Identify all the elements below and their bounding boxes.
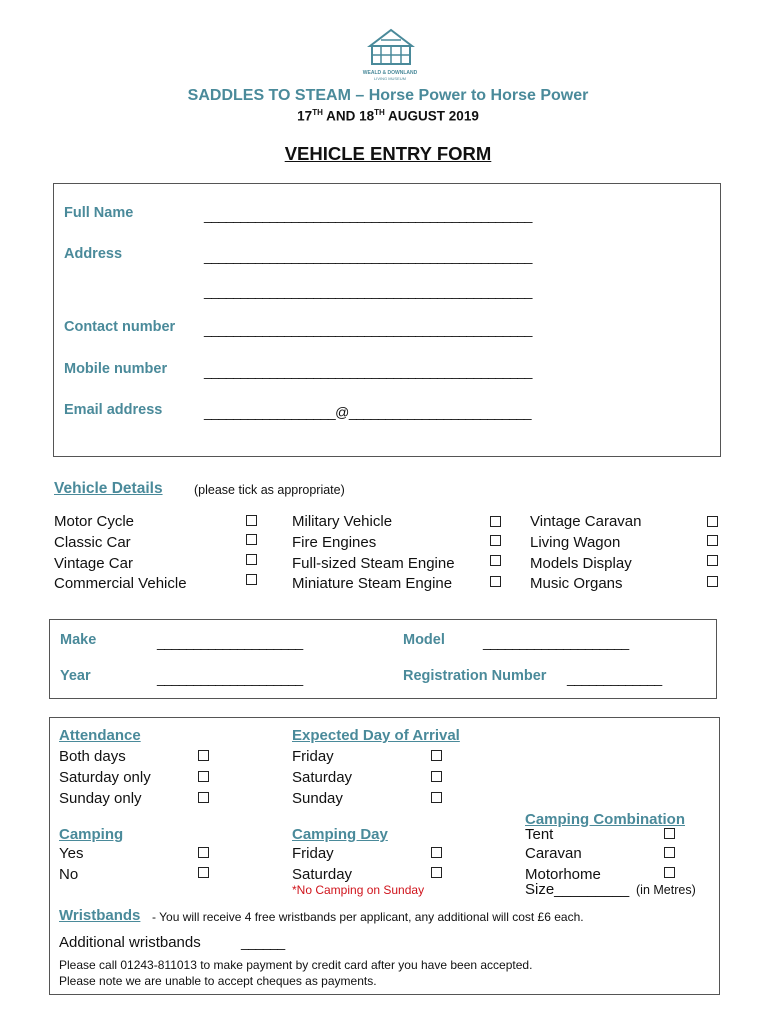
vehicle-type-checkbox[interactable] — [490, 516, 501, 527]
camping-combination-checkbox[interactable] — [664, 847, 675, 858]
vehicle-type-checkbox[interactable] — [246, 534, 257, 545]
full-name-field[interactable]: _____________________________________________ — [204, 207, 532, 223]
vehicle-type-label: Fire Engines — [292, 534, 377, 551]
attendance-option: Both days — [59, 748, 126, 765]
vehicle-type-checkbox[interactable] — [490, 535, 501, 546]
arrival-checkbox[interactable] — [431, 750, 442, 761]
vehicle-type-checkbox[interactable] — [707, 535, 718, 546]
mobile-number-label: Mobile number — [64, 361, 168, 377]
attendance-option: Saturday only — [59, 769, 151, 786]
camping-combination-option: Tent — [525, 826, 554, 843]
vehicle-type-checkbox[interactable] — [490, 576, 501, 587]
camping-combination-heading: Camping Combination — [525, 811, 685, 828]
camping-checkbox[interactable] — [198, 867, 209, 878]
event-date: 17TH AND 18TH AUGUST 2019 — [297, 108, 479, 124]
attendance-checkbox[interactable] — [198, 750, 209, 761]
full-name-label: Full Name — [64, 205, 134, 221]
vehicle-type-checkbox[interactable] — [707, 576, 718, 587]
vehicle-type-label: Military Vehicle — [292, 513, 393, 530]
arrival-checkbox[interactable] — [431, 792, 442, 803]
vehicle-info-section — [49, 619, 717, 699]
no-camping-note: *No Camping on Sunday — [292, 883, 425, 897]
address-label: Address — [64, 246, 123, 262]
form-title: VEHICLE ENTRY FORM — [284, 143, 492, 164]
camping-day-heading: Camping Day — [292, 826, 388, 843]
vehicle-type-label: Motor Cycle — [54, 513, 135, 530]
size-unit: (in Metres) — [636, 883, 696, 897]
mobile-number-field[interactable]: _____________________________________________ — [204, 363, 532, 379]
arrival-checkbox[interactable] — [431, 771, 442, 782]
contact-number-field[interactable]: _____________________________________________ — [204, 321, 532, 337]
vehicle-type-label: Music Organs — [530, 575, 623, 592]
vehicle-type-label: Vintage Car — [54, 555, 133, 572]
wristbands-heading: Wristbands — [59, 907, 141, 924]
logo-text-2: LIVING MUSEUM — [373, 76, 406, 81]
registration-label: Registration Number — [403, 668, 547, 684]
camping-day-checkbox[interactable] — [431, 847, 442, 858]
attendance-checkbox[interactable] — [198, 771, 209, 782]
address-field-1[interactable]: _____________________________________________ — [204, 248, 532, 264]
vehicle-type-checkbox[interactable] — [707, 516, 718, 527]
contact-number-label: Contact number — [64, 319, 176, 335]
address-field-2[interactable]: _____________________________________________ — [204, 283, 532, 299]
email-label: Email address — [64, 402, 163, 418]
vehicle-type-checkbox[interactable] — [246, 574, 257, 585]
vehicle-details-hint: (please tick as appropriate) — [194, 483, 345, 497]
arrival-heading: Expected Day of Arrival — [292, 727, 460, 744]
attendance-heading: Attendance — [59, 727, 141, 744]
email-field[interactable]: __________________@_________________________ — [204, 404, 532, 420]
make-field[interactable]: ____________________ — [157, 634, 303, 650]
model-label: Model — [403, 632, 445, 648]
camping-checkbox[interactable] — [198, 847, 209, 858]
cheque-note: Please note we are unable to accept cheques as payments. — [59, 974, 377, 988]
size-field[interactable]: Size_________ — [525, 881, 630, 898]
registration-field[interactable]: _____________ — [567, 670, 662, 686]
arrival-option: Saturday — [292, 769, 353, 786]
attendance-section — [49, 717, 720, 995]
vehicle-type-label: Vintage Caravan — [530, 513, 642, 530]
year-label: Year — [60, 668, 91, 684]
vehicle-type-checkbox[interactable] — [707, 555, 718, 566]
vehicle-type-label: Commercial Vehicle — [54, 575, 187, 592]
vehicle-type-label: Full-sized Steam Engine — [292, 555, 455, 572]
camping-combination-checkbox[interactable] — [664, 867, 675, 878]
camping-option: Yes — [59, 845, 84, 862]
camping-day-option: Saturday — [292, 866, 353, 883]
vehicle-type-label: Classic Car — [54, 534, 131, 551]
make-label: Make — [60, 632, 97, 648]
attendance-option: Sunday only — [59, 790, 142, 807]
vehicle-type-checkbox[interactable] — [246, 554, 257, 565]
arrival-option: Friday — [292, 748, 334, 765]
year-field[interactable]: ____________________ — [157, 670, 303, 686]
camping-day-checkbox[interactable] — [431, 867, 442, 878]
camping-combination-option: Motorhome — [525, 866, 601, 883]
vehicle-type-checkbox[interactable] — [246, 515, 257, 526]
wristbands-info: - You will receive 4 free wristbands per applicant, any additional will cost £6 each. — [152, 910, 584, 924]
vehicle-type-label: Living Wagon — [530, 534, 621, 551]
camping-heading: Camping — [59, 826, 124, 843]
camping-combination-option: Caravan — [525, 845, 582, 862]
additional-wristbands-field[interactable]: ______ — [241, 934, 285, 950]
event-title: SADDLES TO STEAM – Horse Power to Horse Power — [187, 87, 589, 104]
logo-text-1: WEALD & DOWNLAND — [362, 70, 418, 76]
attendance-checkbox[interactable] — [198, 792, 209, 803]
vehicle-type-checkbox[interactable] — [490, 555, 501, 566]
additional-wristbands-label: Additional wristbands — [59, 934, 201, 951]
model-field[interactable]: ____________________ — [483, 634, 629, 650]
vehicle-type-label: Models Display — [530, 555, 632, 572]
camping-combination-checkbox[interactable] — [664, 828, 675, 839]
arrival-option: Sunday — [292, 790, 343, 807]
vehicle-type-label: Miniature Steam Engine — [292, 575, 453, 592]
vehicle-details-heading: Vehicle Details — [54, 480, 163, 497]
camping-day-option: Friday — [292, 845, 334, 862]
payment-note: Please call 01243-811013 to make payment by credit card after you have been accepted. — [59, 958, 533, 972]
camping-option: No — [59, 866, 79, 883]
